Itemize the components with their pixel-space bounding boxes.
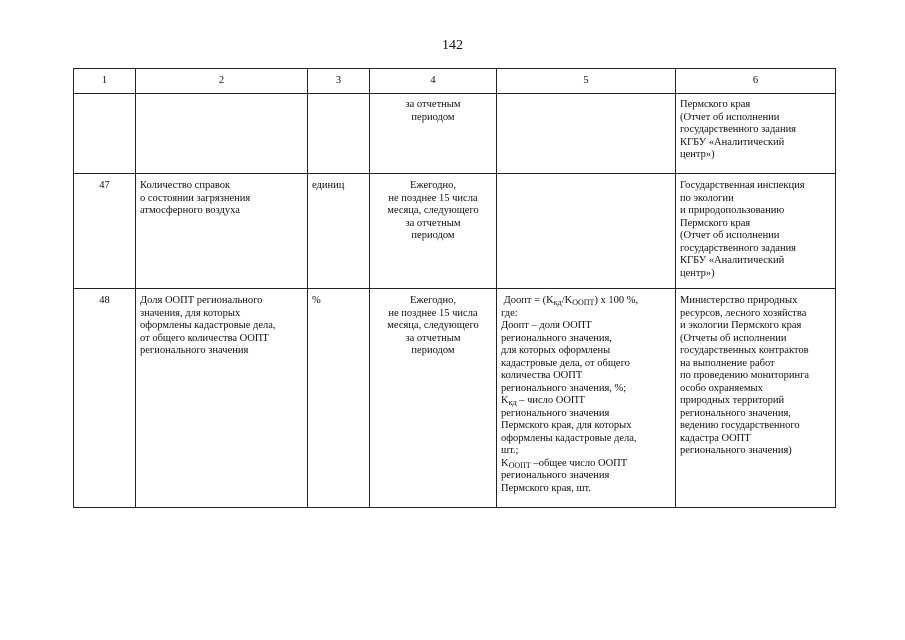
formula-def-kd: $K_{кд}$ – число ООПТ — [501, 395, 585, 407]
cell-row-number: 47 — [74, 174, 136, 289]
cell-empty — [497, 94, 676, 174]
header-col-3: 3 — [308, 69, 370, 94]
header-col-1: 1 — [74, 69, 136, 94]
cell-empty — [136, 94, 308, 174]
header-col-2: 2 — [136, 69, 308, 94]
cell-row-number: 48 — [74, 289, 136, 508]
cell-unit: % — [308, 289, 370, 508]
cell-source: Государственная инспекция по экологии и природопользованию Пермского края (Отчет об исполнении государственного задания КГБУ «Аналитический центр») — [676, 174, 836, 289]
cell-empty — [74, 94, 136, 174]
formula-line: Доопт = $(K_{кд}/K_{ООПТ})$ x 100 %, — [503, 295, 639, 307]
cell-indicator-name: Количество справок о состоянии загрязнения атмосферного воздуха — [136, 174, 308, 289]
table-row-continuation — [74, 94, 836, 174]
cell-empty — [308, 94, 370, 174]
cell-source: Министерство природных ресурсов, лесного хозяйства и экологии Пермского края (Отчеты об исполнении государственных контрактов на выполнение работ по проведению мониторинга особо охраняемых природных территорий регионального значения, ведению государственного кадастра ООПТ регионального значения) — [676, 289, 836, 508]
indicators-table — [73, 68, 836, 508]
header-col-6: 6 — [676, 69, 836, 94]
cell-period: Ежегодно, не позднее 15 числа месяца, следующего за отчетным периодом — [370, 289, 497, 508]
cell-formula: Доопт = $(K_{кд}/K_{ООПТ})$ x 100 %, где: Доопт – доля ООПТ регионального значения, для которых оформлены кадастровые дела, от общего количества ООПТ регионального значения, %; $K_{кд}$ – число ООПТ регионального значения Пермского края, для которых оформлены кадастровые дела, шт.; $K_{ООПТ}$ –общее число ООПТ регионального значения Пермского края, шт. — [497, 289, 676, 508]
table-row-48 — [74, 289, 836, 508]
cell-unit: единиц — [308, 174, 370, 289]
formula-def-oopt: $K_{ООПТ}$ –общее число ООПТ — [501, 457, 628, 470]
cell-period: Ежегодно, не позднее 15 числа месяца, следующего за отчетным периодом — [370, 174, 497, 289]
cell-source: Пермского края (Отчет об исполнении государственного задания КГБУ «Аналитический центр») — [676, 94, 836, 174]
cell-period: за отчетным периодом — [370, 94, 497, 174]
cell-empty — [497, 174, 676, 289]
header-col-5: 5 — [497, 69, 676, 94]
page-number: 142 — [442, 38, 463, 53]
table-row-47 — [74, 174, 836, 289]
cell-indicator-name: Доля ООПТ регионального значения, для которых оформлены кадастровые дела, от общего количества ООПТ регионального значения — [136, 289, 308, 508]
header-col-4: 4 — [370, 69, 497, 94]
table-header-row — [74, 69, 836, 94]
